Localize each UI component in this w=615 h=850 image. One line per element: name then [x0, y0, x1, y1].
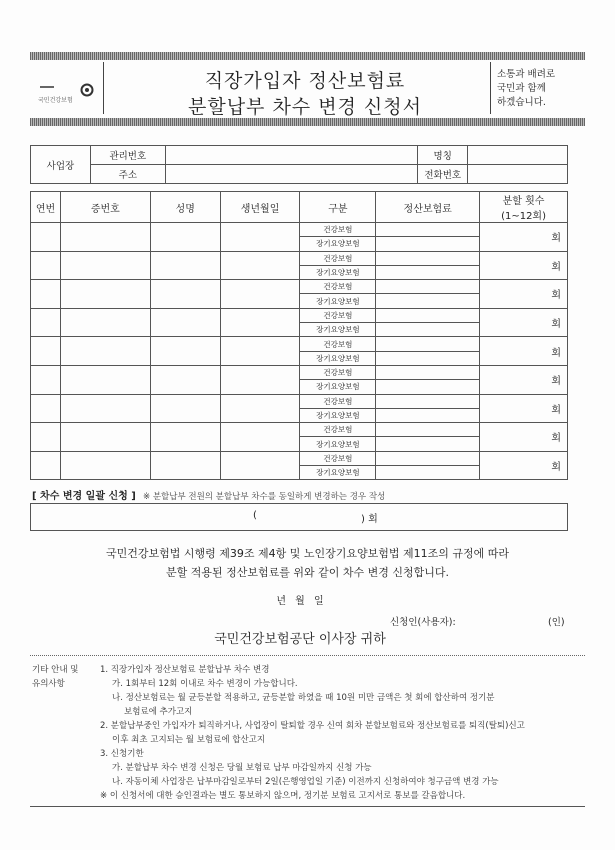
note-line: 나. 자동이체 사업장은 납부마감일로부터 2일(은행영업일 기준) 이전까지 신청하여야 청구금액 변경 가능	[112, 777, 499, 787]
bulk-close-paren: ) 회	[361, 514, 378, 525]
card-no-cell[interactable]	[60, 394, 150, 423]
installment-count-cell[interactable]: 회	[480, 308, 568, 337]
installment-count-cell[interactable]: 회	[480, 251, 568, 280]
col-header-name: 성명	[150, 192, 220, 223]
name-field[interactable]	[468, 146, 568, 165]
card-no-cell[interactable]	[60, 251, 150, 280]
date-line: 년 월 일	[276, 596, 324, 607]
note-line: 보험료에 추가고지	[124, 707, 193, 717]
form-title-line2: 분할납부 차수 변경 신청서	[187, 96, 422, 118]
kind-health-cell: 건강보험	[300, 308, 376, 322]
installment-count-cell[interactable]: 회	[480, 365, 568, 394]
premium-health-cell[interactable]	[376, 337, 480, 351]
note-line: 이후 최초 고지되는 월 보험료에 합산고지	[112, 735, 266, 745]
name-cell[interactable]	[150, 423, 220, 452]
premium-health-cell[interactable]	[376, 251, 480, 265]
seq-cell[interactable]	[31, 394, 61, 423]
table-row	[31, 451, 568, 465]
phone-label: 전화번호	[418, 165, 468, 184]
premium-ltc-cell[interactable]	[376, 237, 480, 251]
logo-text: 국민건강보험	[38, 97, 73, 104]
kind-health-cell: 건강보험	[300, 365, 376, 379]
table-header-row	[31, 192, 568, 223]
installment-count-cell[interactable]: 회	[480, 451, 568, 480]
mgmt-no-field[interactable]	[165, 146, 418, 165]
installment-count-cell[interactable]: 회	[480, 337, 568, 366]
installment-count-cell[interactable]: 회	[480, 223, 568, 252]
kind-ltc-cell: 장기요양보험	[300, 265, 376, 279]
installments-range: (1~12회)	[501, 211, 546, 222]
kind-health-cell: 건강보험	[300, 280, 376, 294]
name-cell[interactable]	[150, 451, 220, 480]
mgmt-no-label: 관리번호	[90, 146, 165, 165]
bulk-change-note: ※ 분할납부 전원의 분할납부 차수를 동일하게 변경하는 경우 작성	[143, 492, 386, 502]
premium-ltc-cell[interactable]	[376, 265, 480, 279]
notes-label-line: 기타 안내 및	[32, 665, 79, 675]
notes-bottom-border	[30, 806, 585, 807]
seq-cell[interactable]	[31, 365, 61, 394]
slogan	[497, 68, 555, 110]
premium-health-cell[interactable]	[376, 280, 480, 294]
workplace-label: 사업장	[31, 146, 91, 184]
card-no-cell[interactable]	[60, 308, 150, 337]
note-line: ※ 이 신청서에 대한 승인결과는 별도 통보하지 않으며, 정기분 보험료 고지서로 통보를 갈음합니다.	[100, 791, 466, 801]
seq-cell[interactable]	[31, 308, 61, 337]
name-cell[interactable]	[150, 280, 220, 309]
kind-ltc-cell: 장기요양보험	[300, 437, 376, 451]
kind-health-cell: 건강보험	[300, 223, 376, 237]
premium-ltc-cell[interactable]	[376, 380, 480, 394]
card-no-cell[interactable]	[60, 223, 150, 252]
kind-health-cell: 건강보험	[300, 394, 376, 408]
kind-health-cell: 건강보험	[300, 251, 376, 265]
seq-cell[interactable]	[31, 337, 61, 366]
premium-ltc-cell[interactable]	[376, 408, 480, 422]
applicant-seal: (인)	[548, 617, 565, 628]
kind-ltc-cell: 장기요양보험	[300, 351, 376, 365]
table-row	[31, 308, 568, 322]
name-cell[interactable]	[150, 308, 220, 337]
address-label: 주소	[90, 165, 165, 184]
birthdate-cell[interactable]	[220, 308, 300, 337]
card-no-cell[interactable]	[60, 337, 150, 366]
table-row	[31, 337, 568, 351]
kind-ltc-cell: 장기요양보험	[300, 408, 376, 422]
birthdate-cell[interactable]	[220, 451, 300, 480]
birthdate-cell[interactable]	[220, 394, 300, 423]
notes-separator	[30, 655, 585, 656]
col-header-birthdate: 생년월일	[220, 192, 300, 223]
premium-ltc-cell[interactable]	[376, 437, 480, 451]
slogan-line: 소통과 배려로	[497, 69, 556, 80]
statement-line2: 분할 적용된 정산보험료를 위와 같이 차수 변경 신청합니다.	[166, 566, 449, 579]
name-label: 명칭	[418, 146, 468, 165]
kind-health-cell: 건강보험	[300, 337, 376, 351]
birthdate-cell[interactable]	[220, 251, 300, 280]
bulk-open-paren: (	[253, 510, 257, 521]
kind-ltc-cell: 장기요양보험	[300, 380, 376, 394]
form-title-line1: 직장가입자 정산보험료	[204, 70, 406, 92]
kind-ltc-cell: 장기요양보험	[300, 323, 376, 337]
header-bottom-bar	[30, 118, 585, 126]
installment-count-cell[interactable]: 회	[480, 280, 568, 309]
col-header-kind: 구분	[300, 192, 376, 223]
seq-cell[interactable]	[31, 280, 61, 309]
premium-health-cell[interactable]	[376, 451, 480, 465]
note-line: 나. 정산보험료는 월 균등분할 적용하고, 균등분할 하였을 때 10원 미만 금액은 첫 회에 합산하여 정기분	[112, 693, 495, 703]
phone-field[interactable]	[468, 165, 568, 184]
top-decorative-bar	[30, 52, 585, 60]
note-line: 가. 1회부터 12회 이내로 차수 변경이 가능합니다.	[112, 679, 298, 689]
installments-title: 분할 횟수	[502, 196, 545, 207]
card-no-cell[interactable]	[60, 451, 150, 480]
col-header-installments	[480, 192, 568, 223]
kind-ltc-cell: 장기요양보험	[300, 294, 376, 308]
name-cell[interactable]	[150, 251, 220, 280]
seq-cell[interactable]	[31, 451, 61, 480]
table-row	[31, 280, 568, 294]
name-cell[interactable]	[150, 223, 220, 252]
header-divider-left	[103, 62, 104, 114]
notes-body	[100, 663, 580, 803]
table-row	[31, 394, 568, 408]
table-row	[31, 423, 568, 437]
card-no-cell[interactable]	[60, 280, 150, 309]
note-line: 3. 신청기한	[100, 749, 144, 759]
table-row	[31, 223, 568, 237]
col-header-card-no: 증번호	[60, 192, 150, 223]
addressee: 국민건강보험공단 이사장 귀하	[214, 632, 386, 647]
installment-table	[30, 191, 568, 480]
card-no-cell[interactable]	[60, 365, 150, 394]
address-field[interactable]	[165, 165, 418, 184]
nhis-logo	[38, 78, 98, 108]
premium-ltc-cell[interactable]	[376, 351, 480, 365]
kind-ltc-cell: 장기요양보험	[300, 466, 376, 480]
slogan-line: 하겠습니다.	[497, 97, 546, 108]
name-cell[interactable]	[150, 365, 220, 394]
installment-count-cell[interactable]: 회	[480, 423, 568, 452]
installment-count-cell[interactable]: 회	[480, 394, 568, 423]
kind-health-cell: 건강보험	[300, 423, 376, 437]
premium-ltc-cell[interactable]	[376, 294, 480, 308]
seq-cell[interactable]	[31, 223, 61, 252]
col-header-seq: 연번	[31, 192, 61, 223]
table-row	[31, 365, 568, 379]
bulk-change-heading	[32, 487, 385, 502]
note-line: 2. 분할납부중인 가입자가 퇴직하거나, 사업장이 탈퇴할 경우 신여 회차 분할보험료와 정산보험료를 퇴직(탈퇴)신고	[100, 721, 525, 731]
bulk-change-label: [ 차수 변경 일괄 신청 ]	[32, 491, 136, 502]
kind-ltc-cell: 장기요양보험	[300, 237, 376, 251]
note-line: 1. 직장가입자 정산보험료 분할납부 차수 변경	[100, 665, 270, 675]
premium-health-cell[interactable]	[376, 394, 480, 408]
seq-cell[interactable]	[31, 251, 61, 280]
statement-line1: 국민건강보험법 시행령 제39조 제4항 및 노인장기요양보험법 제11조의 규정에 따라	[106, 547, 509, 560]
notes-label-line: 유의사항	[32, 679, 65, 689]
bulk-change-box[interactable]	[30, 503, 568, 531]
birthdate-cell[interactable]	[220, 423, 300, 452]
birthdate-cell[interactable]	[220, 223, 300, 252]
birthdate-cell[interactable]	[220, 280, 300, 309]
slogan-line: 국민과 함께	[497, 83, 546, 94]
premium-ltc-cell[interactable]	[376, 323, 480, 337]
birthdate-cell[interactable]	[220, 365, 300, 394]
note-line: 가. 분할납부 차수 변경 신청은 당월 보험료 납부 마감일까지 신청 가능	[112, 763, 372, 773]
name-cell[interactable]	[150, 337, 220, 366]
header-divider-right	[490, 62, 491, 114]
premium-health-cell[interactable]	[376, 223, 480, 237]
card-no-cell[interactable]	[60, 423, 150, 452]
premium-ltc-cell[interactable]	[376, 466, 480, 480]
applicant-label: 신청인(사용자):	[390, 617, 456, 628]
workplace-table	[30, 145, 568, 184]
notes-label	[32, 663, 78, 691]
table-row	[31, 251, 568, 265]
col-header-premium: 정산보험료	[376, 192, 480, 223]
premium-health-cell[interactable]	[376, 365, 480, 379]
birthdate-cell[interactable]	[220, 337, 300, 366]
premium-health-cell[interactable]	[376, 308, 480, 322]
name-cell[interactable]	[150, 394, 220, 423]
kind-health-cell: 건강보험	[300, 451, 376, 465]
premium-health-cell[interactable]	[376, 423, 480, 437]
seq-cell[interactable]	[31, 423, 61, 452]
table-body	[31, 223, 568, 480]
